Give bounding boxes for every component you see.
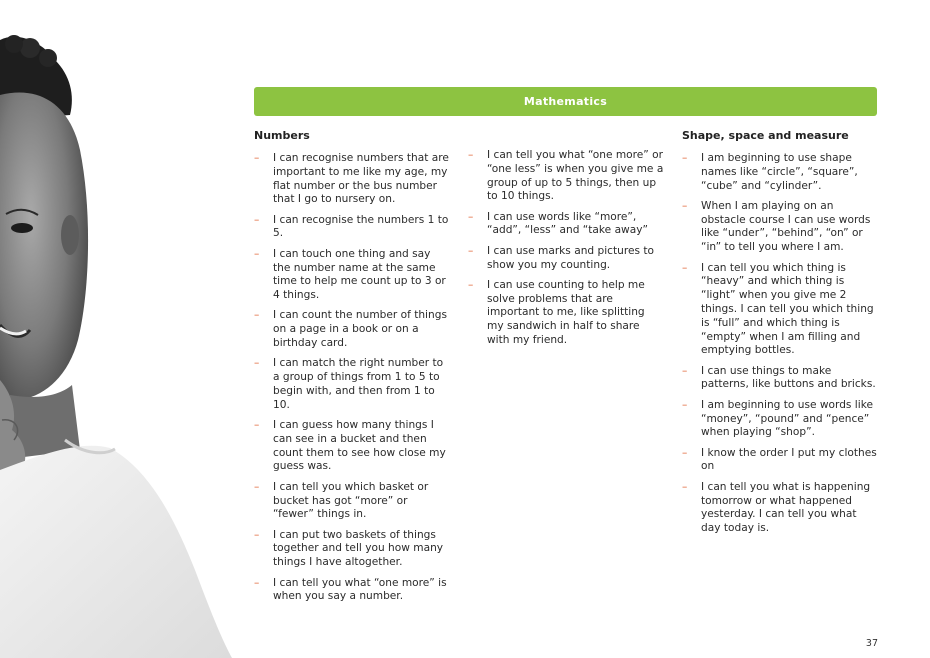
statement-list bbox=[254, 152, 450, 604]
list-item: – I can tell you what is happening tomorrow or what happened yesterday. I can tell you what day today is. bbox=[682, 480, 871, 535]
list-item: – I can put two baskets of things together and tell you how many things I have altogether. bbox=[254, 528, 444, 569]
list-item: – I can recognise numbers that are important to me like my age, my flat number or the bus number that I go to nursery on. bbox=[254, 152, 449, 206]
column-shape-space-measure bbox=[682, 128, 878, 542]
child-photo bbox=[0, 0, 240, 658]
list-item: – When I am playing on an obstacle course I can use words like “under”, “behind”, “on” or “in” to tell you where I am. bbox=[682, 199, 871, 254]
list-item: – I can tell you which basket or bucket has got “more” or “fewer” things in. bbox=[254, 480, 429, 521]
list-item: – I can use things to make patterns, like buttons and bricks. bbox=[682, 364, 876, 391]
banner-title: Mathematics bbox=[523, 95, 608, 108]
list-item: – I can tell you what “one more” is when you say a number. bbox=[254, 576, 447, 603]
list-item: – I can use counting to help me solve problems that are important to me, like splitting my sandwich in half to share with my friend. bbox=[468, 278, 645, 347]
column-numbers-continued bbox=[468, 149, 664, 354]
list-item: – I can count the number of things on a page in a book or on a birthday card. bbox=[254, 309, 447, 350]
list-item: – I can guess how many things I can see in a bucket and then count them to see how close my guess was. bbox=[254, 419, 446, 473]
column-heading: Numbers bbox=[254, 129, 310, 142]
list-item: – I can recognise the numbers 1 to 5. bbox=[254, 213, 449, 240]
page-number: 37 bbox=[865, 638, 878, 649]
list-item: – I can match the right number to a group of things from 1 to 5 to begin with, and then from 1 to 10. bbox=[254, 357, 444, 411]
list-item: – I am beginning to use shape names like “circle”, “square”, “cube” and “cylinder”. bbox=[682, 152, 858, 192]
list-item: – I can use marks and pictures to show you my counting. bbox=[468, 244, 655, 271]
subject-banner bbox=[254, 87, 877, 116]
list-item: – I am beginning to use words like “money”, “pound” and “pence” when playing “shop”. bbox=[682, 398, 873, 439]
statement-list bbox=[682, 152, 878, 536]
column-numbers bbox=[254, 128, 450, 611]
list-item: – I can tell you which thing is “heavy” and which thing is “light” when you give me 2 things. I can tell you which thing is “full” and which thing is “empty” when I am filling and emptying bottles. bbox=[682, 261, 874, 357]
list-item: – I can use words like “more”, “add”, “less” and “take away” bbox=[468, 210, 648, 237]
list-item: – I can touch one thing and say the number name at the same time to help me count up to 3 or 4 things. bbox=[254, 247, 446, 302]
list-item: – I know the order I put my clothes on bbox=[682, 446, 877, 473]
column-heading: Shape, space and measure bbox=[682, 129, 849, 142]
list-item: – I can tell you what “one more” or “one less” is when you give me a group of up to 5 things, then up to 10 things. bbox=[468, 149, 664, 203]
statement-list bbox=[468, 149, 664, 348]
